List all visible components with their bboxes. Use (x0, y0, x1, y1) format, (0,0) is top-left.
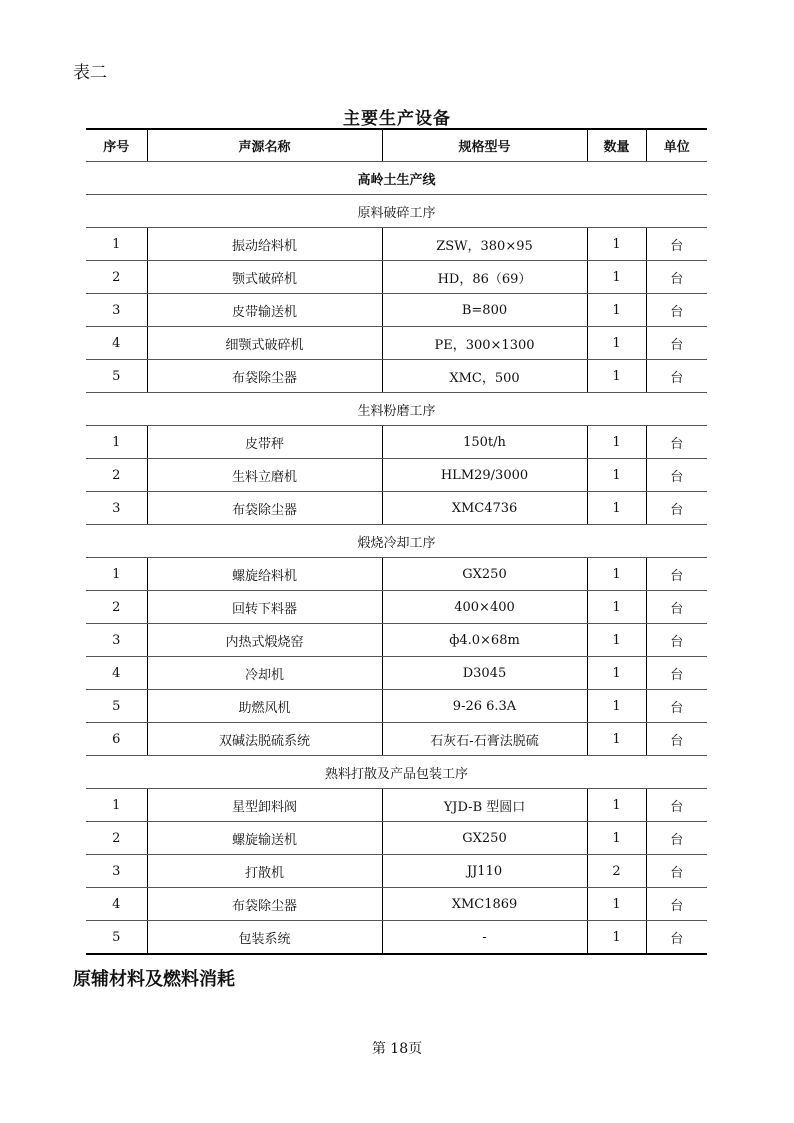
section-title: 煅烧冷却工序 (86, 525, 707, 558)
cell-index: 1 (86, 426, 147, 459)
cell-spec: XMC4736 (382, 492, 587, 525)
cell-index: 5 (86, 921, 147, 955)
group-title: 高岭土生产线 (86, 162, 707, 195)
cell-name: 振动给料机 (147, 228, 382, 261)
cell-quantity: 1 (587, 624, 646, 657)
table-row (86, 690, 707, 723)
header-spec: 规格型号 (382, 129, 587, 162)
cell-spec: 400×400 (382, 591, 587, 624)
cell-index: 3 (86, 855, 147, 888)
table-row (86, 822, 707, 855)
cell-name: 皮带秤 (147, 426, 382, 459)
section-row (86, 525, 707, 558)
cell-name: 布袋除尘器 (147, 888, 382, 921)
table-row (86, 789, 707, 822)
cell-index: 1 (86, 789, 147, 822)
cell-index: 4 (86, 888, 147, 921)
header-index: 序号 (86, 129, 147, 162)
section-row (86, 756, 707, 789)
cell-index: 1 (86, 228, 147, 261)
table-row (86, 921, 707, 955)
cell-unit: 台 (646, 921, 707, 955)
cell-name: 双碱法脱硫系统 (147, 723, 382, 756)
section-title: 生料粉磨工序 (86, 393, 707, 426)
cell-quantity: 1 (587, 657, 646, 690)
cell-name: 回转下料器 (147, 591, 382, 624)
cell-quantity: 1 (587, 591, 646, 624)
cell-quantity: 1 (587, 261, 646, 294)
cell-name: 皮带输送机 (147, 294, 382, 327)
cell-unit: 台 (646, 789, 707, 822)
header-name: 声源名称 (147, 129, 382, 162)
cell-spec: GX250 (382, 822, 587, 855)
section-title: 原料破碎工序 (86, 195, 707, 228)
cell-unit: 台 (646, 360, 707, 393)
cell-index: 2 (86, 261, 147, 294)
cell-spec: YJD-B 型圆口 (382, 789, 587, 822)
cell-index: 4 (86, 327, 147, 360)
section-title: 熟料打散及产品包装工序 (86, 756, 707, 789)
section-heading: 原辅材料及燃料消耗 (73, 969, 235, 990)
cell-spec: ZSW，380×95 (382, 228, 587, 261)
cell-spec: ф4.0×68m (382, 624, 587, 657)
cell-spec: XMC1869 (382, 888, 587, 921)
cell-name: 颚式破碎机 (147, 261, 382, 294)
cell-unit: 台 (646, 492, 707, 525)
table-row (86, 558, 707, 591)
cell-index: 3 (86, 294, 147, 327)
table-row (86, 294, 707, 327)
cell-quantity: 1 (587, 888, 646, 921)
table-row (86, 426, 707, 459)
cell-quantity: 1 (587, 558, 646, 591)
page-number: 第 18页 (371, 1041, 423, 1057)
cell-name: 内热式煅烧窑 (147, 624, 382, 657)
section-row (86, 393, 707, 426)
table-row (86, 228, 707, 261)
table-row (86, 723, 707, 756)
section-row (86, 195, 707, 228)
header-unit: 单位 (646, 129, 707, 162)
cell-index: 4 (86, 657, 147, 690)
cell-quantity: 1 (587, 327, 646, 360)
table-row (86, 459, 707, 492)
table-row (86, 855, 707, 888)
cell-quantity: 1 (587, 459, 646, 492)
cell-name: 冷却机 (147, 657, 382, 690)
table-row (86, 624, 707, 657)
cell-name: 包装系统 (147, 921, 382, 955)
table-title: 主要生产设备 (343, 109, 451, 129)
cell-spec: JJ110 (382, 855, 587, 888)
table-row (86, 492, 707, 525)
table-row (86, 360, 707, 393)
cell-quantity: 1 (587, 360, 646, 393)
cell-quantity: 1 (587, 921, 646, 955)
cell-unit: 台 (646, 327, 707, 360)
cell-quantity: 1 (587, 690, 646, 723)
cell-unit: 台 (646, 624, 707, 657)
table-row (86, 591, 707, 624)
cell-index: 2 (86, 459, 147, 492)
cell-name: 助燃风机 (147, 690, 382, 723)
cell-name: 布袋除尘器 (147, 360, 382, 393)
cell-unit: 台 (646, 426, 707, 459)
cell-quantity: 1 (587, 723, 646, 756)
cell-unit: 台 (646, 822, 707, 855)
table-header-row (86, 129, 707, 162)
cell-spec: 石灰石-石膏法脱硫 (382, 723, 587, 756)
cell-quantity: 1 (587, 789, 646, 822)
cell-name: 布袋除尘器 (147, 492, 382, 525)
cell-spec: 150t/h (382, 426, 587, 459)
cell-quantity: 1 (587, 294, 646, 327)
table-row (86, 327, 707, 360)
cell-quantity: 1 (587, 426, 646, 459)
cell-name: 打散机 (147, 855, 382, 888)
cell-unit: 台 (646, 459, 707, 492)
cell-unit: 台 (646, 723, 707, 756)
cell-unit: 台 (646, 294, 707, 327)
table-body (86, 162, 707, 955)
cell-unit: 台 (646, 888, 707, 921)
cell-name: 细颚式破碎机 (147, 327, 382, 360)
cell-index: 2 (86, 591, 147, 624)
header-quantity: 数量 (587, 129, 646, 162)
cell-index: 1 (86, 558, 147, 591)
cell-spec: - (382, 921, 587, 955)
cell-spec: B=800 (382, 294, 587, 327)
cell-spec: GX250 (382, 558, 587, 591)
cell-spec: D3045 (382, 657, 587, 690)
table-row (86, 657, 707, 690)
cell-name: 螺旋给料机 (147, 558, 382, 591)
table-row (86, 888, 707, 921)
cell-unit: 台 (646, 261, 707, 294)
cell-spec: XMC，500 (382, 360, 587, 393)
cell-index: 2 (86, 822, 147, 855)
cell-unit: 台 (646, 657, 707, 690)
cell-index: 3 (86, 624, 147, 657)
cell-spec: HLM29/3000 (382, 459, 587, 492)
cell-unit: 台 (646, 690, 707, 723)
cell-index: 3 (86, 492, 147, 525)
cell-quantity: 1 (587, 228, 646, 261)
cell-name: 星型卸料阀 (147, 789, 382, 822)
cell-spec: 9-26 6.3A (382, 690, 587, 723)
cell-quantity: 1 (587, 822, 646, 855)
cell-quantity: 2 (587, 855, 646, 888)
cell-index: 5 (86, 690, 147, 723)
cell-spec: HD，86（69） (382, 261, 587, 294)
cell-unit: 台 (646, 558, 707, 591)
cell-quantity: 1 (587, 492, 646, 525)
table-row (86, 261, 707, 294)
equipment-table (86, 128, 707, 955)
cell-unit: 台 (646, 855, 707, 888)
cell-index: 5 (86, 360, 147, 393)
cell-index: 6 (86, 723, 147, 756)
table-label: 表二 (73, 63, 107, 83)
group-row (86, 162, 707, 195)
cell-name: 螺旋输送机 (147, 822, 382, 855)
cell-unit: 台 (646, 591, 707, 624)
cell-unit: 台 (646, 228, 707, 261)
cell-name: 生料立磨机 (147, 459, 382, 492)
cell-spec: PE，300×1300 (382, 327, 587, 360)
